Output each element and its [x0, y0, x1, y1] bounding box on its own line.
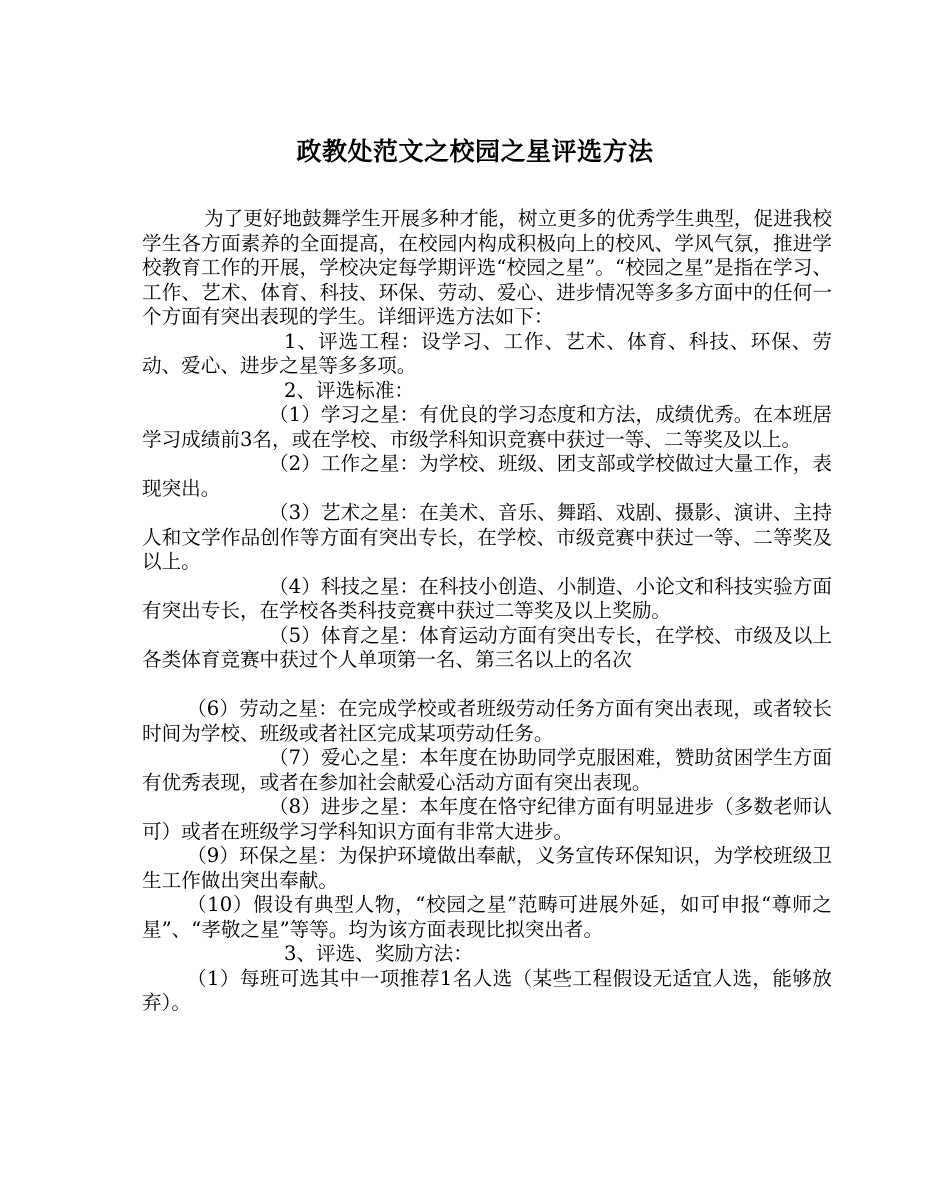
- document-body: [142, 207, 832, 1016]
- section-heading-3: 3、评选、奖励方法：: [284, 942, 473, 965]
- section-item-1: 1、评选工程：设学习、工作、艺术、体育、科技、环保、劳动、爱心、进步之星等多多项。: [142, 329, 832, 377]
- criteria-eco-star: （9）环保之星：为保护环境做出奉献，义务宣传环保知识，为学校班级卫生工作做出突出奉献。: [142, 844, 832, 892]
- section-heading-2: 2、评选标准：: [284, 378, 415, 402]
- criteria-tech-star: （4）科技之星：在科技小创造、小制造、小论文和科技实验方面有突出专长，在学校各类科技竞赛中获过二等奖及以上奖励。: [142, 574, 832, 622]
- criteria-study-star: （1）学习之星：有优良的学习态度和方法，成绩优秀。在本班居学习成绩前3名，或在学校、市级学科知识竞赛中获过一等、二等奖及以上。: [142, 403, 832, 451]
- criteria-labor-star: （6）劳动之星：在完成学校或者班级劳动任务方面有突出表现，或者较长时间为学校、班级或者社区完成某项劳动任务。: [142, 697, 832, 745]
- award-method-1: （1）每班可选其中一项推荐1名人选（某些工程假设无适宜人选，能够放弃）。: [142, 966, 832, 1014]
- criteria-art-star: （3）艺术之星：在美术、音乐、舞蹈、戏剧、摄影、演讲、主持人和文学作品创作等方面有突出专长，在学校、市级竞赛中获过一等、二等奖及以上。: [142, 501, 832, 573]
- criteria-work-star: （2）工作之星：为学校、班级、团支部或学校做过大量工作，表现突出。: [142, 452, 832, 500]
- document-title: 政教处范文之校园之星评选方法: [296, 137, 654, 166]
- criteria-love-star: （7）爱心之星：本年度在协助同学克服困难，赞助贫困学生方面有优秀表现，或者在参加社会献爱心活动方面有突出表现。: [142, 746, 832, 794]
- criteria-sports-star: （5）体育之星：体育运动方面有突出专长，在学校、市级及以上各类体育竞赛中获过个人单项第一名、第三名以上的名次: [142, 623, 832, 671]
- intro-paragraph: 为了更好地鼓舞学生开展多种才能，树立更多的优秀学生典型，促进我校学生各方面素养的全面提高，在校园内构成积极向上的校风、学风气氛，推进学校教育工作的开展，学校决定每学期评选“校园之星”。“校园之星”是指在学习、工作、艺术、体育、科技、环保、劳动、爱心、进步情况等多多方面中的任何一个方面有突出表现的学生。详细评选方法如下：: [142, 207, 832, 328]
- blank-line: [142, 673, 832, 698]
- criteria-extension: （10）假设有典型人物，“校园之星”范畴可进展外延，如可申报“尊师之星”、“孝敬之星”等等。均为该方面表现比拟突出者。: [142, 893, 832, 941]
- criteria-progress-star: （8）进步之星：本年度在恪守纪律方面有明显进步（多数老师认可）或者在班级学习学科知识方面有非常大进步。: [142, 795, 832, 843]
